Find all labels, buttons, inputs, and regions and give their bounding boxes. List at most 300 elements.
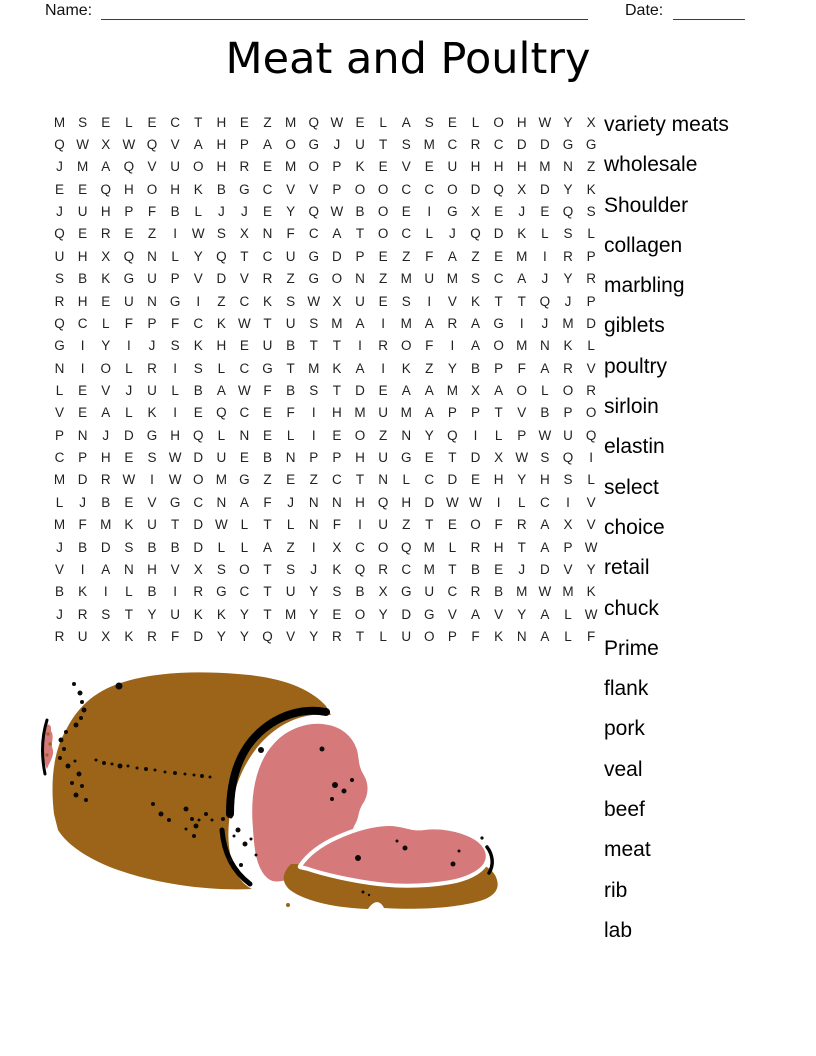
grid-letter[interactable]: H [470, 159, 481, 175]
grid-letter[interactable]: E [447, 114, 457, 130]
grid-letter[interactable]: Y [309, 628, 319, 644]
grid-letter[interactable]: V [494, 606, 504, 622]
grid-letter[interactable]: D [539, 561, 550, 577]
grid-letter[interactable]: C [401, 181, 412, 197]
grid-letter[interactable]: U [170, 606, 180, 622]
grid-letter[interactable]: M [354, 405, 366, 421]
grid-letter[interactable]: Q [562, 450, 574, 466]
grid-letter[interactable]: H [539, 472, 550, 488]
grid-letter[interactable]: T [494, 405, 503, 421]
grid-letter[interactable]: E [471, 472, 481, 488]
grid-letter[interactable]: E [101, 114, 111, 130]
grid-letter[interactable]: L [286, 517, 295, 533]
grid-letter[interactable]: K [101, 271, 111, 287]
grid-letter[interactable]: E [78, 181, 88, 197]
grid-letter[interactable]: V [239, 271, 249, 287]
grid-letter[interactable]: L [541, 226, 549, 242]
grid-letter[interactable]: R [586, 271, 596, 287]
grid-letter[interactable]: O [377, 204, 389, 220]
grid-letter[interactable]: U [424, 584, 435, 600]
grid-letter[interactable]: Q [539, 293, 551, 309]
grid-letter[interactable]: F [494, 517, 503, 533]
grid-letter[interactable]: E [332, 606, 342, 622]
grid-letter[interactable]: Q [447, 427, 458, 443]
grid-letter[interactable]: R [447, 315, 458, 331]
grid-letter[interactable]: F [425, 248, 434, 264]
grid-letter[interactable]: L [379, 628, 387, 644]
grid-letter[interactable]: J [333, 137, 341, 153]
grid-letter[interactable]: S [193, 360, 203, 376]
wordsearch-grid[interactable] [48, 111, 603, 648]
grid-letter[interactable]: X [239, 226, 249, 242]
grid-letter[interactable]: O [192, 159, 204, 175]
grid-letter[interactable]: U [285, 248, 296, 264]
grid-letter[interactable]: H [355, 494, 365, 510]
grid-letter[interactable]: B [55, 584, 65, 600]
grid-letter[interactable]: Q [354, 561, 366, 577]
grid-letter[interactable]: R [100, 472, 111, 488]
grid-letter[interactable]: B [193, 382, 203, 398]
grid-letter[interactable]: B [263, 450, 273, 466]
grid-letter[interactable]: U [147, 271, 157, 287]
grid-letter[interactable]: T [355, 226, 365, 242]
grid-letter[interactable]: U [401, 628, 412, 644]
grid-letter[interactable]: J [541, 271, 549, 287]
grid-letter[interactable]: V [447, 293, 457, 309]
date-input-line[interactable] [673, 0, 745, 20]
grid-letter[interactable]: Q [123, 159, 135, 175]
grid-letter[interactable]: Z [147, 226, 157, 242]
grid-letter[interactable]: J [310, 561, 318, 577]
grid-letter[interactable]: B [286, 382, 296, 398]
grid-letter[interactable]: B [216, 181, 226, 197]
grid-letter[interactable]: Q [400, 539, 412, 555]
grid-letter[interactable]: U [285, 315, 296, 331]
grid-letter[interactable]: I [450, 338, 455, 354]
grid-letter[interactable]: Z [263, 472, 272, 488]
grid-letter[interactable]: C [54, 450, 65, 466]
grid-letter[interactable]: C [239, 405, 250, 421]
grid-letter[interactable]: U [378, 450, 388, 466]
grid-letter[interactable]: G [400, 450, 412, 466]
grid-letter[interactable]: T [355, 472, 365, 488]
grid-letter[interactable]: H [493, 539, 504, 555]
grid-letter[interactable]: L [55, 494, 64, 510]
grid-letter[interactable]: T [332, 382, 341, 398]
grid-letter[interactable]: H [170, 181, 180, 197]
grid-letter[interactable]: E [378, 248, 388, 264]
grid-letter[interactable]: J [541, 315, 549, 331]
grid-letter[interactable]: W [214, 517, 228, 533]
grid-letter[interactable]: Q [100, 181, 112, 197]
grid-letter[interactable]: B [494, 584, 504, 600]
grid-letter[interactable]: Y [101, 338, 111, 354]
grid-letter[interactable]: H [493, 159, 504, 175]
grid-letter[interactable]: P [355, 248, 365, 264]
grid-letter[interactable]: U [170, 159, 180, 175]
grid-letter[interactable]: V [170, 137, 180, 153]
grid-letter[interactable]: U [77, 204, 88, 220]
grid-letter[interactable]: K [78, 584, 88, 600]
grid-letter[interactable]: L [286, 427, 295, 443]
grid-letter[interactable]: K [193, 338, 203, 354]
grid-letter[interactable]: J [287, 494, 295, 510]
grid-letter[interactable]: H [170, 427, 180, 443]
grid-letter[interactable]: M [285, 159, 297, 175]
grid-letter[interactable]: X [494, 450, 504, 466]
grid-letter[interactable]: N [77, 427, 88, 443]
grid-letter[interactable]: X [101, 248, 111, 264]
grid-letter[interactable]: R [563, 360, 573, 376]
grid-letter[interactable]: A [471, 338, 481, 354]
grid-letter[interactable]: H [516, 114, 527, 130]
grid-letter[interactable]: H [77, 248, 88, 264]
grid-letter[interactable]: E [101, 293, 111, 309]
grid-letter[interactable]: L [425, 226, 434, 242]
grid-letter[interactable]: M [562, 584, 574, 600]
grid-letter[interactable]: A [540, 539, 550, 555]
grid-letter[interactable]: J [56, 539, 63, 555]
grid-letter[interactable]: W [469, 494, 482, 510]
grid-letter[interactable]: M [331, 315, 343, 331]
grid-letter[interactable]: P [332, 181, 342, 197]
grid-letter[interactable]: N [539, 338, 550, 354]
grid-letter[interactable]: F [263, 382, 272, 398]
grid-letter[interactable]: L [541, 382, 549, 398]
grid-letter[interactable]: C [331, 472, 342, 488]
grid-letter[interactable]: A [540, 517, 550, 533]
grid-letter[interactable]: G [216, 584, 227, 600]
grid-letter[interactable]: I [103, 584, 108, 600]
grid-letter[interactable]: I [566, 494, 570, 510]
grid-letter[interactable]: C [262, 248, 273, 264]
grid-letter[interactable]: O [562, 382, 574, 398]
grid-letter[interactable]: K [332, 360, 342, 376]
grid-letter[interactable]: V [586, 360, 596, 376]
grid-letter[interactable]: D [193, 628, 204, 644]
grid-letter[interactable]: Y [563, 181, 573, 197]
grid-letter[interactable]: P [494, 360, 504, 376]
grid-letter[interactable]: H [355, 450, 365, 466]
grid-letter[interactable]: Z [378, 271, 388, 287]
grid-letter[interactable]: P [170, 271, 180, 287]
grid-letter[interactable]: C [239, 584, 250, 600]
grid-letter[interactable]: Q [216, 405, 227, 421]
grid-letter[interactable]: W [538, 427, 552, 443]
grid-letter[interactable]: S [216, 561, 226, 577]
grid-letter[interactable]: E [193, 405, 203, 421]
grid-letter[interactable]: T [263, 561, 272, 577]
grid-letter[interactable]: E [239, 338, 249, 354]
grid-letter[interactable]: M [400, 271, 412, 287]
grid-letter[interactable]: B [355, 204, 365, 220]
grid-letter[interactable]: M [516, 338, 528, 354]
grid-letter[interactable]: R [262, 271, 273, 287]
grid-letter[interactable]: P [563, 539, 573, 555]
grid-letter[interactable]: L [217, 427, 226, 443]
grid-letter[interactable]: R [586, 382, 596, 398]
grid-letter[interactable]: M [285, 606, 297, 622]
grid-letter[interactable]: H [493, 472, 504, 488]
grid-letter[interactable]: L [217, 360, 226, 376]
grid-letter[interactable]: E [447, 517, 457, 533]
grid-letter[interactable]: A [263, 539, 273, 555]
grid-letter[interactable]: A [332, 226, 342, 242]
grid-letter[interactable]: Y [147, 606, 157, 622]
grid-letter[interactable]: E [124, 494, 134, 510]
grid-letter[interactable]: D [193, 450, 204, 466]
grid-letter[interactable]: B [471, 561, 481, 577]
grid-letter[interactable]: U [147, 517, 157, 533]
grid-letter[interactable]: J [518, 561, 526, 577]
grid-letter[interactable]: E [147, 114, 157, 130]
grid-letter[interactable]: K [471, 293, 481, 309]
grid-letter[interactable]: W [122, 472, 136, 488]
grid-letter[interactable]: F [124, 315, 133, 331]
grid-letter[interactable]: Z [309, 472, 318, 488]
grid-letter[interactable]: I [173, 584, 177, 600]
grid-letter[interactable]: L [171, 248, 179, 264]
grid-letter[interactable]: Z [425, 360, 434, 376]
grid-letter[interactable]: S [424, 114, 434, 130]
grid-letter[interactable]: B [101, 494, 111, 510]
grid-letter[interactable]: K [216, 606, 226, 622]
grid-letter[interactable]: I [427, 204, 432, 220]
grid-letter[interactable]: H [216, 137, 227, 153]
grid-letter[interactable]: S [78, 114, 88, 130]
grid-letter[interactable]: H [516, 159, 527, 175]
grid-letter[interactable]: O [377, 539, 389, 555]
grid-letter[interactable]: B [170, 539, 180, 555]
grid-letter[interactable]: U [124, 293, 134, 309]
grid-letter[interactable]: U [285, 584, 296, 600]
grid-letter[interactable]: C [401, 226, 412, 242]
grid-letter[interactable]: E [540, 204, 550, 220]
grid-letter[interactable]: K [193, 606, 203, 622]
grid-letter[interactable]: M [423, 561, 435, 577]
grid-letter[interactable]: U [424, 271, 435, 287]
grid-letter[interactable]: Q [192, 427, 204, 443]
grid-letter[interactable]: U [447, 159, 458, 175]
grid-letter[interactable]: B [78, 539, 88, 555]
grid-letter[interactable]: G [169, 293, 181, 309]
grid-letter[interactable]: B [147, 584, 157, 600]
grid-letter[interactable]: W [168, 450, 182, 466]
grid-letter[interactable]: Q [146, 137, 158, 153]
grid-letter[interactable]: E [78, 226, 88, 242]
grid-letter[interactable]: O [239, 561, 250, 577]
grid-letter[interactable]: E [263, 405, 273, 421]
grid-letter[interactable]: V [563, 561, 573, 577]
grid-letter[interactable]: E [286, 472, 296, 488]
grid-letter[interactable]: N [54, 360, 65, 376]
grid-letter[interactable]: C [447, 137, 458, 153]
grid-letter[interactable]: D [124, 427, 134, 443]
grid-letter[interactable]: A [401, 382, 411, 398]
grid-letter[interactable]: Y [586, 561, 596, 577]
grid-letter[interactable]: M [423, 539, 435, 555]
grid-letter[interactable]: E [401, 204, 411, 220]
grid-letter[interactable]: R [77, 606, 88, 622]
grid-letter[interactable]: C [493, 137, 504, 153]
grid-letter[interactable]: P [332, 450, 342, 466]
grid-letter[interactable]: L [240, 539, 249, 555]
grid-letter[interactable]: E [378, 293, 388, 309]
grid-letter[interactable]: R [470, 137, 481, 153]
grid-letter[interactable]: E [378, 382, 388, 398]
grid-letter[interactable]: A [494, 382, 504, 398]
grid-letter[interactable]: J [56, 159, 63, 175]
grid-letter[interactable]: W [584, 539, 598, 555]
grid-letter[interactable]: N [216, 494, 227, 510]
grid-letter[interactable]: U [147, 382, 157, 398]
grid-letter[interactable]: F [78, 517, 87, 533]
grid-letter[interactable]: X [471, 204, 481, 220]
grid-letter[interactable]: E [494, 248, 504, 264]
grid-letter[interactable]: G [424, 606, 435, 622]
grid-letter[interactable]: K [517, 226, 527, 242]
grid-letter[interactable]: E [332, 427, 342, 443]
grid-letter[interactable]: Q [54, 315, 65, 331]
grid-letter[interactable]: E [494, 561, 504, 577]
grid-letter[interactable]: L [217, 539, 226, 555]
grid-letter[interactable]: K [216, 315, 226, 331]
grid-letter[interactable]: P [239, 137, 249, 153]
grid-letter[interactable]: T [355, 628, 365, 644]
grid-letter[interactable]: I [173, 226, 177, 242]
grid-letter[interactable]: L [494, 427, 503, 443]
grid-letter[interactable]: S [540, 450, 550, 466]
grid-letter[interactable]: I [542, 248, 547, 264]
grid-letter[interactable]: U [355, 293, 365, 309]
grid-letter[interactable]: R [378, 338, 388, 354]
grid-letter[interactable]: M [100, 517, 112, 533]
grid-letter[interactable]: V [517, 405, 527, 421]
grid-letter[interactable]: A [424, 405, 434, 421]
grid-letter[interactable]: L [564, 606, 572, 622]
grid-letter[interactable]: H [216, 338, 227, 354]
grid-letter[interactable]: E [378, 159, 388, 175]
grid-letter[interactable]: I [80, 338, 85, 354]
grid-letter[interactable]: A [540, 360, 550, 376]
grid-letter[interactable]: L [125, 405, 133, 421]
grid-letter[interactable]: F [263, 494, 272, 510]
grid-letter[interactable]: I [150, 472, 154, 488]
grid-letter[interactable]: D [470, 181, 481, 197]
grid-letter[interactable]: J [148, 338, 156, 354]
grid-letter[interactable]: V [55, 561, 65, 577]
grid-letter[interactable]: P [309, 450, 319, 466]
grid-letter[interactable]: E [78, 382, 88, 398]
grid-letter[interactable]: M [446, 382, 459, 398]
grid-letter[interactable]: M [562, 315, 574, 331]
grid-letter[interactable]: P [471, 405, 481, 421]
grid-letter[interactable]: E [263, 204, 273, 220]
grid-letter[interactable]: E [239, 114, 249, 130]
grid-letter[interactable]: R [239, 159, 250, 175]
grid-letter[interactable]: Q [216, 248, 227, 264]
grid-letter[interactable]: L [402, 472, 410, 488]
grid-letter[interactable]: V [286, 181, 296, 197]
grid-letter[interactable]: O [400, 338, 412, 354]
grid-letter[interactable]: S [332, 584, 342, 600]
grid-letter[interactable]: D [539, 181, 550, 197]
grid-letter[interactable]: M [77, 159, 89, 175]
grid-letter[interactable]: G [239, 472, 250, 488]
grid-letter[interactable]: N [378, 472, 388, 488]
grid-letter[interactable]: I [427, 293, 432, 309]
grid-letter[interactable]: T [263, 606, 272, 622]
grid-letter[interactable]: Y [424, 427, 434, 443]
grid-letter[interactable]: V [447, 606, 457, 622]
grid-letter[interactable]: L [125, 114, 133, 130]
grid-letter[interactable]: V [147, 159, 157, 175]
grid-letter[interactable]: A [101, 561, 111, 577]
grid-letter[interactable]: T [263, 517, 272, 533]
grid-letter[interactable]: G [562, 137, 574, 153]
grid-letter[interactable]: N [308, 517, 319, 533]
grid-letter[interactable]: V [55, 405, 65, 421]
grid-letter[interactable]: I [173, 405, 177, 421]
grid-letter[interactable]: A [424, 382, 434, 398]
grid-letter[interactable]: V [170, 561, 180, 577]
grid-letter[interactable]: Z [263, 114, 272, 130]
grid-letter[interactable]: G [585, 137, 597, 153]
grid-letter[interactable]: I [381, 360, 385, 376]
grid-letter[interactable]: O [585, 405, 597, 421]
grid-letter[interactable]: W [538, 584, 552, 600]
grid-letter[interactable]: Z [286, 539, 295, 555]
grid-letter[interactable]: K [124, 628, 134, 644]
grid-letter[interactable]: F [332, 517, 341, 533]
grid-letter[interactable]: S [55, 271, 65, 287]
grid-letter[interactable]: T [240, 248, 249, 264]
grid-letter[interactable]: L [471, 114, 480, 130]
grid-letter[interactable]: J [102, 427, 110, 443]
grid-letter[interactable]: U [54, 248, 65, 264]
grid-letter[interactable]: O [100, 360, 112, 376]
grid-letter[interactable]: I [519, 315, 524, 331]
grid-letter[interactable]: F [586, 628, 596, 644]
grid-letter[interactable]: G [400, 584, 412, 600]
grid-letter[interactable]: W [446, 494, 459, 510]
grid-letter[interactable]: R [147, 360, 157, 376]
grid-letter[interactable]: S [286, 293, 296, 309]
grid-letter[interactable]: C [355, 539, 365, 555]
grid-letter[interactable]: P [517, 427, 527, 443]
grid-letter[interactable]: F [286, 226, 295, 242]
grid-letter[interactable]: G [308, 248, 320, 264]
grid-letter[interactable]: L [125, 584, 133, 600]
grid-letter[interactable]: L [587, 226, 595, 242]
grid-letter[interactable]: Z [217, 293, 226, 309]
grid-letter[interactable]: H [401, 494, 412, 510]
grid-letter[interactable]: V [309, 181, 319, 197]
grid-letter[interactable]: P [586, 248, 596, 264]
grid-letter[interactable]: D [355, 382, 365, 398]
grid-letter[interactable]: B [471, 360, 481, 376]
grid-letter[interactable]: L [587, 472, 595, 488]
grid-letter[interactable]: O [470, 517, 481, 533]
grid-letter[interactable]: W [122, 137, 136, 153]
grid-letter[interactable]: I [196, 293, 201, 309]
grid-letter[interactable]: W [538, 114, 552, 130]
grid-letter[interactable]: G [239, 181, 250, 197]
grid-letter[interactable]: B [286, 338, 296, 354]
grid-letter[interactable]: N [308, 494, 319, 510]
grid-letter[interactable]: T [448, 561, 457, 577]
grid-letter[interactable]: S [563, 226, 573, 242]
